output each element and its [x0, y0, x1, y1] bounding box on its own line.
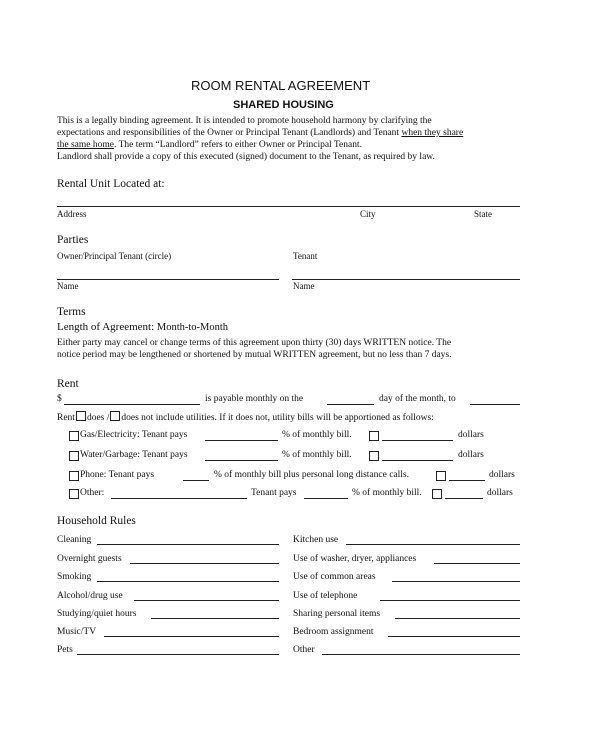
rent-word: Rent [57, 413, 75, 423]
household-rules-heading: Household Rules [57, 515, 136, 527]
owner-name-label: Name [57, 281, 79, 291]
intro-line-3-text: . The term “Landlord” refers to either Owner or Principal Tenant. [113, 140, 362, 150]
rule-common-areas-label: Use of common areas [293, 572, 376, 582]
water-pct-line[interactable] [205, 460, 278, 461]
water-checkbox[interactable] [69, 451, 79, 461]
water-pct-text: % of monthly bill. [282, 450, 352, 460]
water-dollars-label: dollars [458, 450, 484, 460]
rent-heading: Rent [57, 378, 79, 390]
other-dollar-checkbox[interactable] [432, 489, 442, 499]
water-label: Water/Garbage: Tenant pays [80, 450, 188, 460]
intro-line-2 [57, 128, 463, 138]
other-name-line[interactable] [111, 498, 247, 499]
rent-payable-text: is payable monthly on the [205, 394, 304, 404]
owner-label: Owner/Principal Tenant (circle) [57, 251, 172, 261]
rule-washer-line[interactable] [434, 563, 520, 564]
rule-common-areas-line[interactable] [392, 581, 520, 582]
other-dollars-label: dollars [487, 488, 513, 498]
address-label: Address [57, 209, 87, 219]
document-subtitle: SHARED HOUSING [233, 99, 334, 111]
rule-other-line[interactable] [322, 654, 520, 655]
phone-pct-line[interactable] [183, 480, 209, 481]
rule-guests-label: Overnight guests [57, 554, 122, 564]
tenant-name-line[interactable] [292, 279, 520, 280]
phone-dollars-label: dollars [489, 470, 515, 480]
rule-bedroom-label: Bedroom assignment [293, 627, 374, 637]
rent-day-text: day of the month, to [379, 394, 456, 404]
gas-pct-text: % of monthly bill. [282, 430, 352, 440]
rule-washer-label: Use of washer, dryer, appliances [293, 554, 417, 564]
rule-guests-line[interactable] [130, 563, 279, 564]
intro-same-home-underlined: the same home [57, 140, 114, 150]
other-pct-line[interactable] [304, 498, 348, 499]
rule-cleaning-line[interactable] [97, 544, 279, 545]
length-label: Length of Agreement: [57, 321, 155, 333]
rule-pets-label: Pets [57, 645, 73, 655]
gas-dollar-checkbox[interactable] [369, 431, 379, 441]
rule-bedroom-line[interactable] [388, 636, 520, 637]
gas-checkbox[interactable] [69, 431, 79, 441]
gas-dollars-label: dollars [458, 430, 484, 440]
rent-payee-line[interactable] [470, 404, 520, 405]
phone-checkbox[interactable] [69, 471, 79, 481]
state-label: State [474, 209, 492, 219]
parties-heading: Parties [57, 234, 89, 246]
dollar-sign: $ [57, 394, 62, 404]
rule-telephone-line[interactable] [380, 600, 520, 601]
owner-name-line[interactable] [57, 279, 279, 280]
water-dollar-checkbox[interactable] [369, 451, 379, 461]
length-value: Month-to-Month [156, 322, 229, 333]
phone-pct-text: % of monthly bill plus personal long distance calls. [214, 470, 409, 480]
other-pct-text: % of monthly bill. [352, 488, 422, 498]
intro-line-3 [57, 140, 362, 150]
slash-separator: / [106, 413, 110, 423]
rule-smoking-label: Smoking [57, 572, 92, 582]
intro-line-2-text: expectations and responsibilities of the Owner or Principal Tenant (Landlords) and Tenant [57, 128, 402, 138]
water-dollars-line[interactable] [382, 460, 453, 461]
rule-alcohol-label: Alcohol/drug use [57, 591, 123, 601]
rule-kitchen-line[interactable] [346, 544, 520, 545]
address-field-line[interactable] [57, 206, 520, 207]
tenant-label: Tenant [293, 251, 318, 261]
rule-kitchen-label: Kitchen use [293, 535, 339, 545]
other-dollars-line[interactable] [445, 498, 483, 499]
intro-line-4: Landlord shall provide a copy of this executed (signed) document to the Tenant, as required by law. [57, 152, 435, 162]
intro-share-underlined: when they share [401, 128, 464, 138]
other-label: Other: [80, 488, 105, 498]
rule-quiet-hours-line[interactable] [151, 618, 279, 619]
other-checkbox[interactable] [69, 489, 79, 499]
gas-label: Gas/Electricity: Tenant pays [80, 430, 188, 440]
does-not-text: does not include utilities. If it does not, utility bills will be apportioned as follows: [121, 413, 434, 423]
rent-includes-line [57, 410, 434, 423]
gas-dollars-line[interactable] [382, 440, 453, 441]
rule-quiet-hours-label: Studying/quiet hours [57, 609, 137, 619]
gas-pct-line[interactable] [205, 440, 278, 441]
phone-dollar-checkbox[interactable] [436, 471, 446, 481]
phone-dollars-line[interactable] [449, 480, 485, 481]
rule-cleaning-label: Cleaning [57, 535, 92, 545]
terms-heading: Terms [57, 306, 86, 318]
does-not-checkbox[interactable] [110, 411, 120, 421]
rule-sharing-line[interactable] [395, 618, 520, 619]
terms-line-1: Either party may cancel or change terms of this agreement upon thirty (30) days WRITTEN notice. The [57, 338, 452, 348]
length-of-agreement [57, 321, 228, 333]
does-checkbox[interactable] [76, 411, 86, 421]
city-label: City [360, 209, 376, 219]
rule-sharing-label: Sharing personal items [293, 609, 381, 619]
rental-unit-heading: Rental Unit Located at: [57, 178, 165, 190]
rule-telephone-label: Use of telephone [293, 591, 358, 601]
rule-pets-line[interactable] [77, 654, 279, 655]
intro-line-1: This is a legally binding agreement. It is intended to promote household harmony by clarifying the [57, 116, 432, 126]
rule-alcohol-line[interactable] [134, 600, 279, 601]
tenant-name-label: Name [293, 281, 315, 291]
rule-music-label: Music/TV [57, 627, 97, 637]
terms-line-2: notice period may be lengthened or shortened by mutual WRITTEN agreement, but no less than 7 days. [57, 350, 452, 360]
phone-label: Phone: Tenant pays [80, 470, 155, 480]
rent-day-line[interactable] [327, 404, 374, 405]
other-tenant-pays: Tenant pays [251, 488, 297, 498]
rent-amount-line[interactable] [64, 404, 200, 405]
does-label: does [86, 413, 105, 423]
document-title: ROOM RENTAL AGREEMENT [191, 78, 371, 93]
rule-music-line[interactable] [104, 636, 279, 637]
rule-smoking-line[interactable] [97, 581, 279, 582]
rule-other-label: Other [293, 645, 315, 655]
